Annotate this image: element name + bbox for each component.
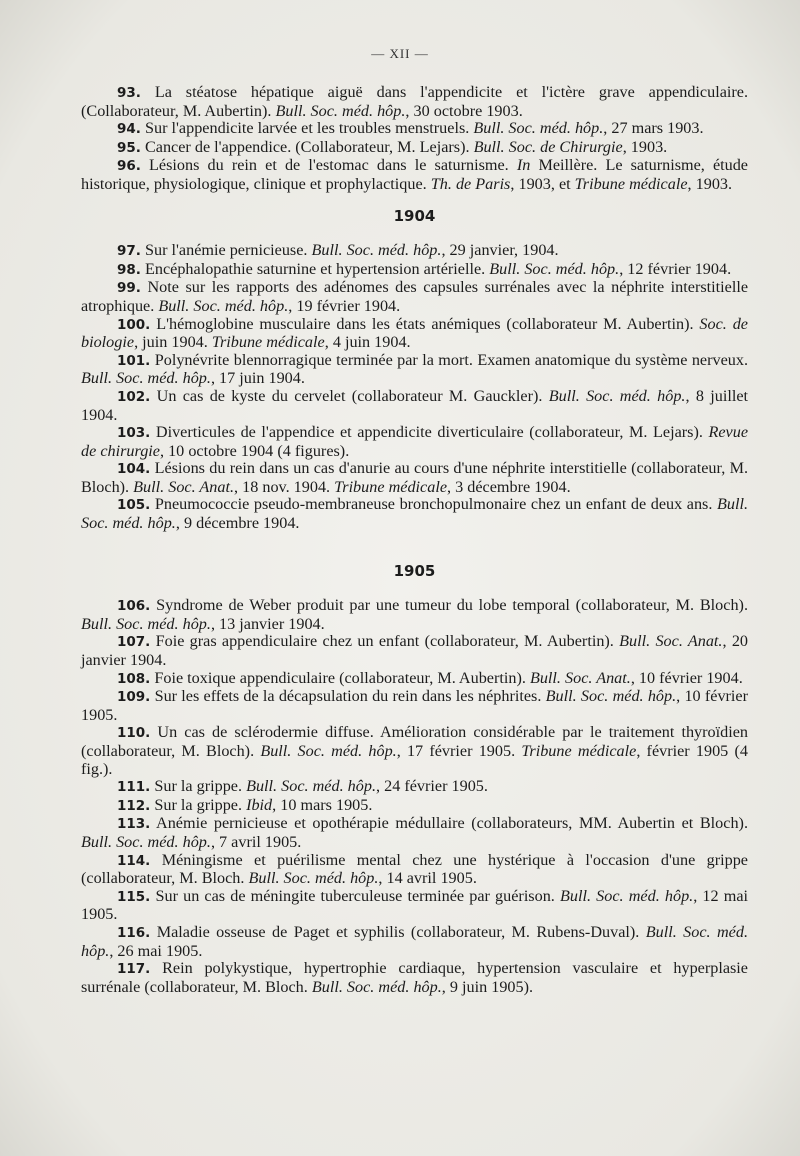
entry-number: 108. — [117, 670, 151, 687]
bibliography-entry — [81, 597, 748, 633]
entry-text: Lésions du rein dans un cas d'anurie au cours d'une néphrite interstitielle (collaborateur, M. Bloch). — [81, 459, 749, 496]
entry-number: 104. — [117, 461, 151, 478]
entry-text: Diverticules de l'appendice et appendicite diverticulaire (collaborateur, M. Lejars). — [155, 423, 709, 442]
journal-reference: Tribune médicale — [521, 742, 637, 760]
entry-number: 100. — [117, 316, 151, 333]
entry-text: , 24 février 1905. — [376, 777, 488, 796]
bibliography-entry — [81, 852, 748, 888]
bibliography-entry — [81, 84, 748, 120]
bibliography-entry — [81, 242, 748, 261]
entry-number: 105. — [117, 497, 151, 514]
journal-reference: Revue de chirurgie — [81, 423, 749, 460]
bibliography-entry — [81, 157, 748, 193]
journal-reference: Tribune médicale — [574, 174, 688, 193]
journal-reference: Bull. Soc. méd. hôp. — [248, 869, 379, 888]
journal-reference: Bull. Soc. méd. hôp. — [311, 241, 442, 260]
journal-reference: Bull. Soc. de Chirurgie — [473, 137, 623, 156]
journal-reference: Bull. Soc. méd. hôp. — [473, 119, 604, 138]
entry-text: Meillère. Le saturnisme, étude historique, physiologique, clinique et prophylactique. — [81, 156, 748, 193]
entry-text: , 26 mai 1905. — [109, 941, 203, 960]
entry-text: Syndrome de Weber produit par une tumeur du lobe temporal (collaborateur, M. Bloch). — [156, 596, 748, 615]
entry-text: , 29 janvier, 1904. — [441, 241, 559, 260]
bibliography-entry — [81, 688, 748, 724]
journal-reference: Bull. Soc. méd. hôp. — [311, 977, 442, 996]
entry-text: , 3 décembre 1904. — [447, 477, 571, 496]
journal-reference: Bull. Soc. Anat. — [529, 668, 631, 687]
entry-number: 102. — [117, 388, 151, 405]
entry-text: Sur les effets de la décapsulation du rein dans les néphrites. — [154, 687, 546, 706]
year-heading: 1904 — [393, 206, 436, 225]
bibliography-entry — [81, 670, 748, 689]
entry-text: Foie gras appendiculaire chez un enfant (collaborateur, M. Aubertin). — [155, 632, 620, 651]
entry-number: 110. — [117, 725, 151, 742]
entry-text: , 10 février 1904. — [630, 668, 743, 687]
entry-text: , 9 décembre 1904. — [175, 514, 300, 533]
bibliography-entry — [81, 724, 748, 778]
entry-text: , 1903. — [687, 174, 733, 193]
entry-text: , 4 juin 1904. — [324, 333, 411, 352]
entry-number: 95. — [117, 139, 141, 156]
entry-number: 117. — [117, 961, 151, 978]
bibliography-entry — [81, 139, 748, 158]
entry-number: 116. — [117, 924, 151, 941]
entry-text: Anémie pernicieuse et opothérapie médullaire (collaborateurs, MM. Aubertin et Bloch). — [156, 814, 748, 833]
journal-reference: Bull. Soc. méd. hôp. — [560, 886, 694, 905]
journal-reference: Bull. Soc. méd. hôp. — [489, 259, 620, 278]
entry-number: 106. — [117, 598, 151, 615]
entry-number: 103. — [117, 425, 151, 442]
entry-text: , 7 avril 1905. — [210, 832, 302, 851]
bibliography-entry — [81, 778, 748, 797]
journal-reference: Bull. Soc. Anat. — [133, 477, 235, 496]
bibliography-entry — [81, 496, 748, 532]
journal-reference: Bull. Soc. Anat. — [619, 632, 723, 651]
entry-text: Sur la grippe. — [154, 795, 247, 814]
entry-text: Lésions du rein et de l'estomac dans le saturnisme. — [149, 156, 517, 175]
entry-text: , février 1905 (4 fig.). — [81, 742, 748, 778]
entry-text: , 13 janvier 1904. — [210, 614, 325, 633]
bibliography-entry — [81, 352, 748, 388]
journal-reference: Th. de Paris — [430, 174, 511, 193]
entry-text: Sur l'anémie pernicieuse. — [144, 241, 312, 260]
entry-number: 109. — [117, 689, 151, 706]
entry-text: Sur la grippe. — [154, 777, 247, 796]
journal-reference: Bull. Soc. méd. hôp. — [260, 742, 397, 760]
journal-reference: Bull. Soc. méd. hôp. — [81, 832, 211, 851]
entry-text: Pneumococcie pseudo-membraneuse bronchopulmonaire chez un enfant de deux ans. — [154, 495, 717, 514]
entry-text: Note sur les rapports des adénomes des capsules surrénales avec la néphrite interstitielle atrophique. — [81, 278, 748, 315]
bibliography-entry — [81, 316, 748, 352]
entry-text: Un cas de kyste du cervelet (collaborateur M. Gauckler). — [156, 386, 549, 405]
page-number: — XII — — [371, 46, 429, 61]
journal-reference: Tribune médicale — [211, 333, 325, 352]
journal-reference: Soc. de biologie — [81, 314, 748, 352]
bibliography-entry — [81, 460, 748, 496]
journal-reference: Bull. Soc. méd. hôp. — [81, 922, 748, 960]
entry-number: 107. — [117, 634, 151, 651]
entry-text: Rein polykystique, hypertrophie cardiaque, hypertension vasculaire et hyperplasie surrénale (collaborateur, M. Bloch. — [81, 959, 748, 996]
bibliography-entry — [81, 424, 748, 460]
bibliography-entry — [81, 120, 748, 139]
journal-reference: Bull. Soc. méd. hôp. — [81, 495, 749, 533]
bibliography-entry — [81, 888, 748, 924]
bibliography-entry — [81, 633, 748, 669]
entry-text: , 12 février 1904. — [619, 259, 732, 278]
entry-number: 115. — [117, 888, 151, 905]
bibliography-entry — [81, 924, 748, 960]
entry-number: 111. — [117, 779, 151, 796]
entry-number: 98. — [117, 261, 141, 278]
journal-reference: Bull. Soc. méd. hôp. — [81, 369, 211, 388]
journal-reference: Tribune médicale — [334, 477, 448, 496]
entry-text: , 19 février 1904. — [288, 296, 401, 315]
entry-number: 96. — [117, 158, 141, 175]
bibliography-entry — [81, 797, 748, 816]
journal-reference: Bull. Soc. méd. hôp. — [275, 101, 406, 120]
journal-reference: Bull. Soc. méd. hôp. — [246, 777, 377, 796]
bibliography-list — [81, 84, 748, 996]
entry-text: Cancer de l'appendice. (Collaborateur, M. Lejars). — [144, 137, 474, 156]
entry-text: Sur l'appendicite larvée et les troubles menstruels. — [144, 119, 474, 138]
journal-reference: In — [516, 156, 531, 175]
entry-text: Sur un cas de méningite tuberculeuse terminée par guérison. — [155, 886, 560, 905]
entry-text: , 1903, et — [510, 174, 575, 193]
bibliography-entry — [81, 279, 748, 315]
entry-text: , 30 octobre 1903. — [405, 101, 523, 120]
entry-text: Encéphalopathie saturnine et hypertension artérielle. — [144, 259, 490, 278]
entry-text: Maladie osseuse de Paget et syphilis (collaborateur, M. Rubens-Duval). — [156, 922, 646, 941]
entry-text: L'hémoglobine musculaire dans les états anémiques (collaborateur M. Aubertin). — [156, 314, 700, 333]
entry-text: , 17 février 1905. — [396, 742, 522, 760]
entry-text: , 27 mars 1903. — [603, 119, 704, 138]
bibliography-entry — [81, 960, 748, 996]
entry-number: 99. — [117, 280, 141, 297]
entry-number: 97. — [117, 243, 141, 260]
entry-text: , juin 1904. — [134, 333, 212, 352]
entry-number: 113. — [117, 816, 151, 833]
entry-number: 101. — [117, 352, 151, 369]
entry-text: , 18 nov. 1904. — [234, 477, 335, 496]
entry-text: , 14 avril 1905. — [378, 869, 477, 888]
entry-text: , 17 juin 1904. — [210, 369, 305, 388]
entry-text: , 12 mai 1905. — [81, 886, 749, 924]
entry-text: , 20 janvier 1904. — [81, 632, 748, 670]
journal-reference: Ibid — [246, 795, 273, 814]
journal-reference: Bull. Soc. méd. hôp. — [548, 386, 686, 405]
entry-text: , 9 juin 1905). — [441, 977, 534, 996]
entry-text: , 10 mars 1905. — [272, 795, 373, 814]
entry-text: Foie toxique appendiculaire (collaborateur, M. Aubertin). — [154, 668, 530, 687]
bibliography-entry — [81, 261, 748, 280]
entry-text: , 1903. — [622, 137, 668, 156]
journal-reference: Bull. Soc. méd. hôp. — [545, 687, 677, 706]
bibliography-entry — [81, 815, 748, 851]
year-heading: 1905 — [393, 561, 436, 580]
entry-text: Un cas de sclérodermie diffuse. Amélioration considérable par le traitement thyroïdien (collaborateur, M. Bloch). — [81, 723, 748, 760]
entry-text: , 10 février 1905. — [81, 687, 748, 724]
entry-text: Polynévrite blennorragique terminée par la mort. Examen anatomique du système nerveux. — [154, 350, 748, 369]
entry-number: 93. — [117, 85, 141, 101]
entry-text: Méningisme et puérilisme mental chez une hystérique à l'occasion d'une grippe (collaborateur, M. Bloch. — [81, 850, 748, 888]
entry-text: La stéatose hépatique aiguë dans l'appendicite et l'ictère grave appendiculaire. (Collaborateur, M. Aubertin). — [81, 83, 749, 120]
bibliography-entry — [81, 388, 748, 424]
entry-text: , 10 octobre 1904 (4 figures). — [159, 441, 350, 460]
journal-reference: Bull. Soc. méd. hôp. — [158, 296, 289, 315]
entry-text: , 8 juillet 1904. — [81, 386, 748, 424]
journal-reference: Bull. Soc. méd. hôp. — [81, 614, 211, 633]
entry-number: 112. — [117, 797, 151, 814]
entry-number: 94. — [117, 121, 141, 138]
entry-number: 114. — [117, 852, 151, 869]
